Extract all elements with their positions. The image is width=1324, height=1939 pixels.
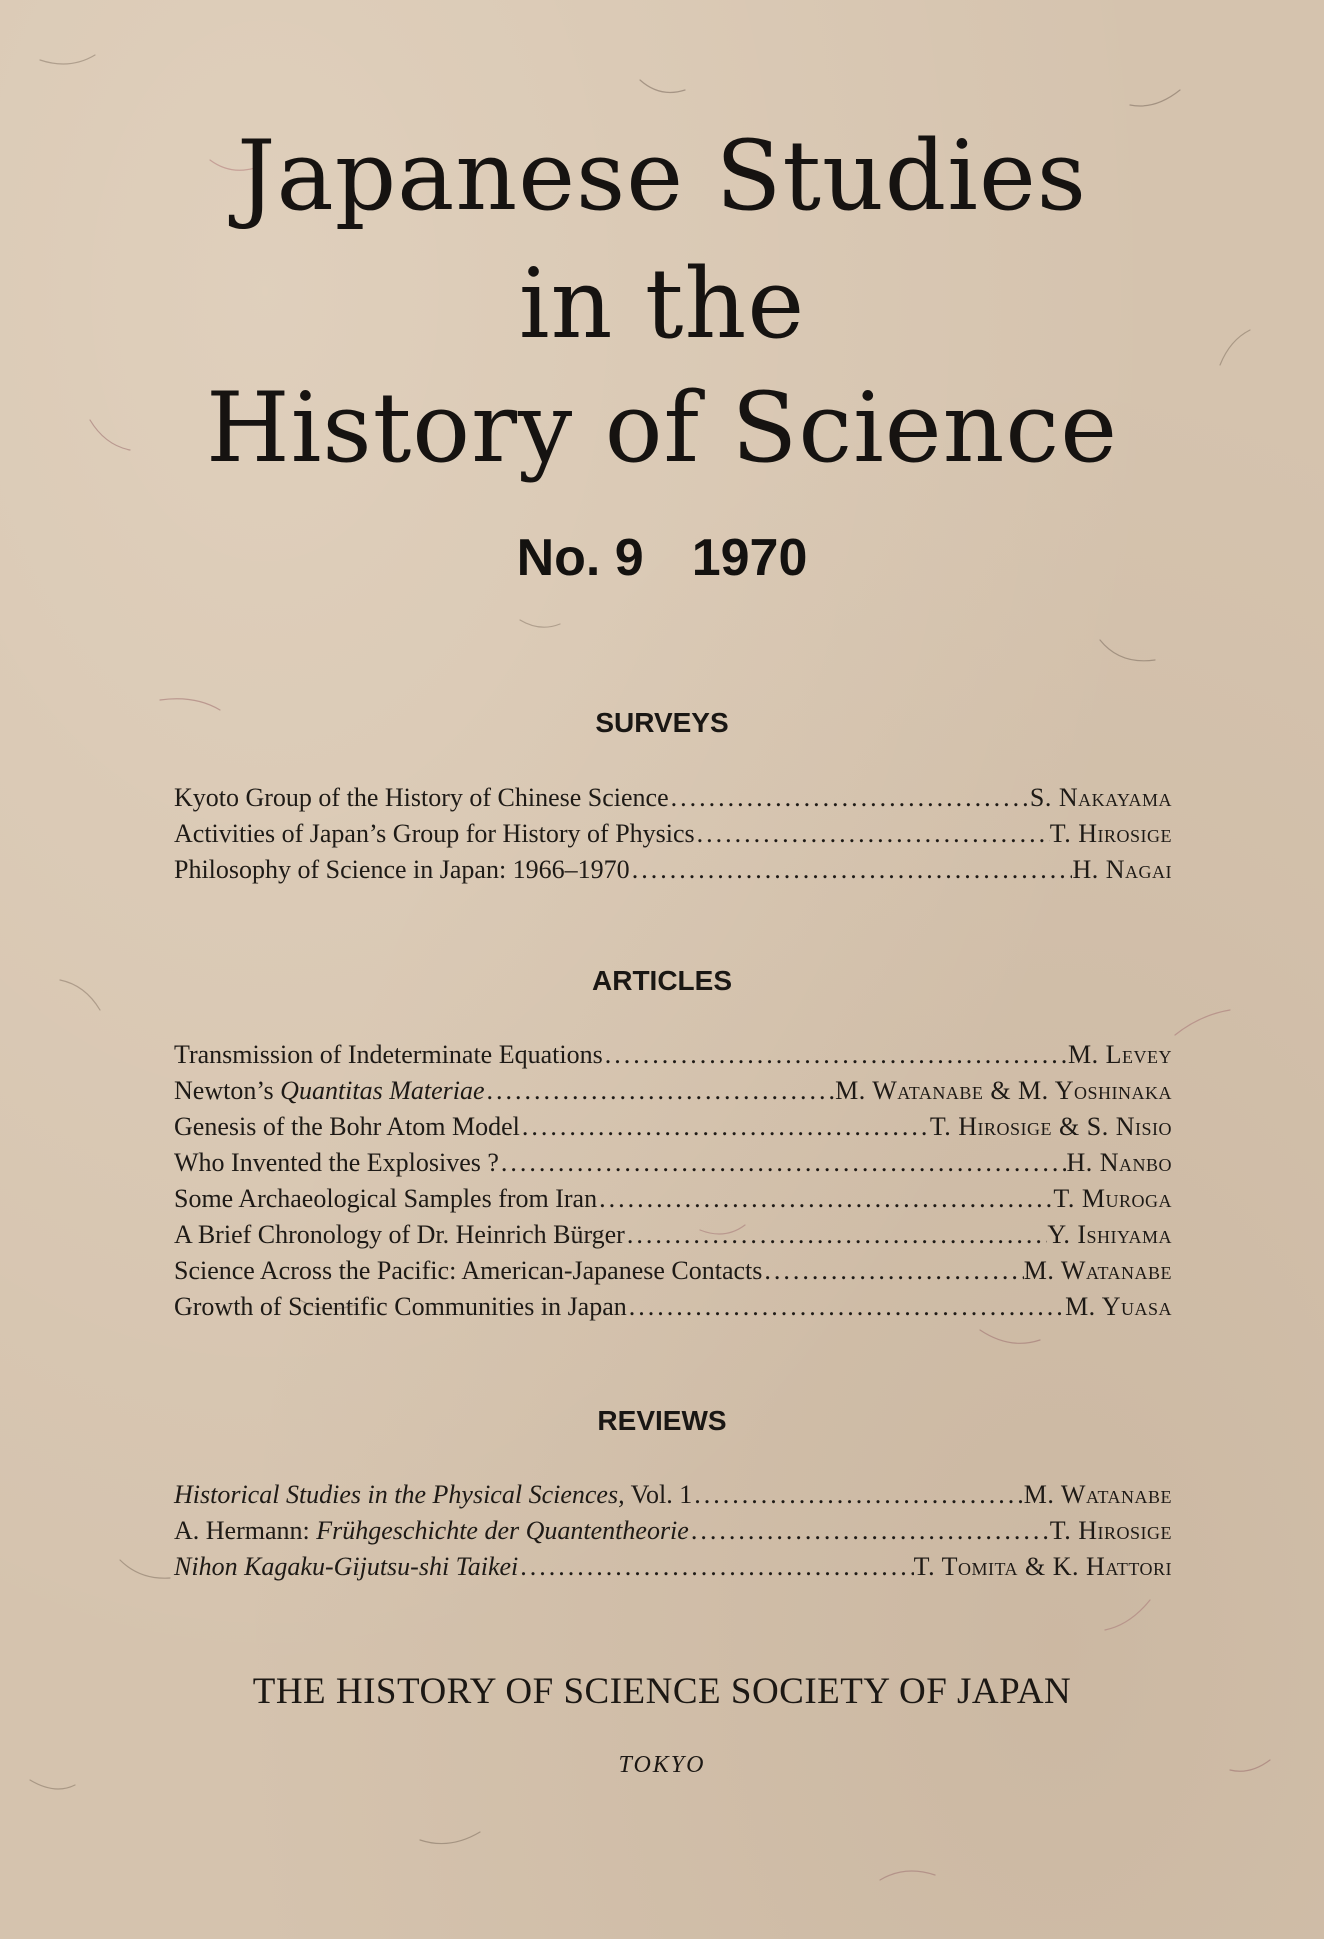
entry-title: Science Across the Pacific: American-Japanese Contacts — [174, 1256, 763, 1285]
issue-year: 1970 — [691, 529, 808, 587]
entry-title-italic: Nihon Kagaku-Gijutsu-shi Taikei — [174, 1552, 519, 1581]
entry-title-text: A. Hermann: — [174, 1516, 317, 1545]
toc-entry — [174, 1513, 1172, 1549]
toc-entry — [174, 852, 1172, 888]
toc-entry — [174, 1253, 1172, 1289]
issue-info — [0, 528, 1324, 588]
toc-entry — [174, 780, 1172, 816]
issue-number: No. 9 — [516, 529, 644, 587]
entry-author: M. Watanabe — [1023, 1480, 1172, 1509]
entry-title-italic: Historical Studies in the Physical Sciences, — [174, 1480, 625, 1509]
entry-title — [174, 1477, 692, 1513]
entry-title-text: Newton’s — [174, 1076, 281, 1105]
publisher-name: THE HISTORY OF SCIENCE SOCIETY OF JAPAN — [252, 1671, 1072, 1712]
leader-dots — [762, 1253, 1023, 1289]
leader-dots — [625, 1217, 1048, 1253]
section-heading-reviews: REVIEWS — [597, 1405, 727, 1436]
entry-title-text: Vol. 1 — [624, 1480, 693, 1509]
leader-dots — [627, 1289, 1065, 1325]
section-heading-surveys: SURVEYS — [595, 707, 729, 738]
entry-author: S. Nakayama — [1029, 783, 1172, 812]
leader-dots — [695, 816, 1050, 852]
entry-author: H. Nagai — [1072, 855, 1172, 884]
leader-dots — [520, 1109, 930, 1145]
entry-title: Who Invented the Explosives ? — [174, 1148, 499, 1177]
entry-title: Genesis of the Bohr Atom Model — [174, 1112, 520, 1141]
leader-dots — [499, 1145, 1067, 1181]
toc-entry — [174, 1477, 1172, 1513]
leader-dots — [603, 1037, 1068, 1073]
entry-title: Philosophy of Science in Japan: 1966–1970 — [174, 855, 630, 884]
journal-title-line-3: History of Science — [206, 372, 1118, 484]
reviews-list — [174, 1477, 1172, 1585]
leader-dots — [630, 852, 1073, 888]
entry-title-italic: Frühgeschichte der Quantentheorie — [316, 1516, 689, 1545]
entry-title: A Brief Chronology of Dr. Heinrich Bürger — [174, 1220, 625, 1249]
entry-title: Activities of Japan’s Group for History of Physics — [174, 819, 695, 848]
journal-title-line-1: Japanese Studies — [236, 120, 1088, 232]
entry-title: Kyoto Group of the History of Chinese Science — [174, 783, 669, 812]
journal-title-line-2: in the — [518, 248, 806, 360]
entry-author: T. Hirosige — [1049, 1516, 1172, 1545]
entry-author: T. Hirosige — [1049, 819, 1172, 848]
toc-entry — [174, 1145, 1172, 1181]
leader-dots — [689, 1513, 1050, 1549]
entry-title — [174, 1549, 518, 1585]
toc-entry — [174, 1037, 1172, 1073]
toc-entry — [174, 1289, 1172, 1325]
entry-author: H. Nanbo — [1066, 1148, 1172, 1177]
toc-entry — [174, 816, 1172, 852]
entry-title-italic: Quantitas Materiae — [280, 1076, 485, 1105]
leader-dots — [597, 1181, 1053, 1217]
toc-entry — [174, 1109, 1172, 1145]
toc-entry — [174, 1549, 1172, 1585]
surveys-list — [174, 780, 1172, 888]
entry-author: T. Muroga — [1053, 1184, 1172, 1213]
leader-dots — [485, 1073, 836, 1109]
entry-title: Transmission of Indeterminate Equations — [174, 1040, 603, 1069]
entry-title — [174, 1513, 689, 1549]
entry-author: M. Yuasa — [1065, 1292, 1172, 1321]
entry-title: Some Archaeological Samples from Iran — [174, 1184, 598, 1213]
articles-list — [174, 1037, 1172, 1325]
section-heading-articles: ARTICLES — [592, 965, 732, 996]
toc-entry — [174, 1181, 1172, 1217]
entry-title: Growth of Scientific Communities in Japan — [174, 1292, 627, 1321]
entry-author: T. Hirosige & S. Nisio — [929, 1112, 1172, 1141]
leader-dots — [669, 780, 1030, 816]
entry-title — [174, 1073, 485, 1109]
entry-author: T. Tomita & K. Hattori — [913, 1552, 1172, 1581]
entry-author: M. Levey — [1068, 1040, 1172, 1069]
toc-entry — [174, 1073, 1172, 1109]
toc-entry — [174, 1217, 1172, 1253]
entry-author: M. Watanabe — [1023, 1256, 1172, 1285]
publisher-city: TOKYO — [618, 1752, 706, 1778]
leader-dots — [518, 1549, 913, 1585]
entry-author: M. Watanabe & M. Yoshinaka — [835, 1076, 1172, 1105]
leader-dots — [692, 1477, 1023, 1513]
entry-author: Y. Ishiyama — [1047, 1220, 1172, 1249]
